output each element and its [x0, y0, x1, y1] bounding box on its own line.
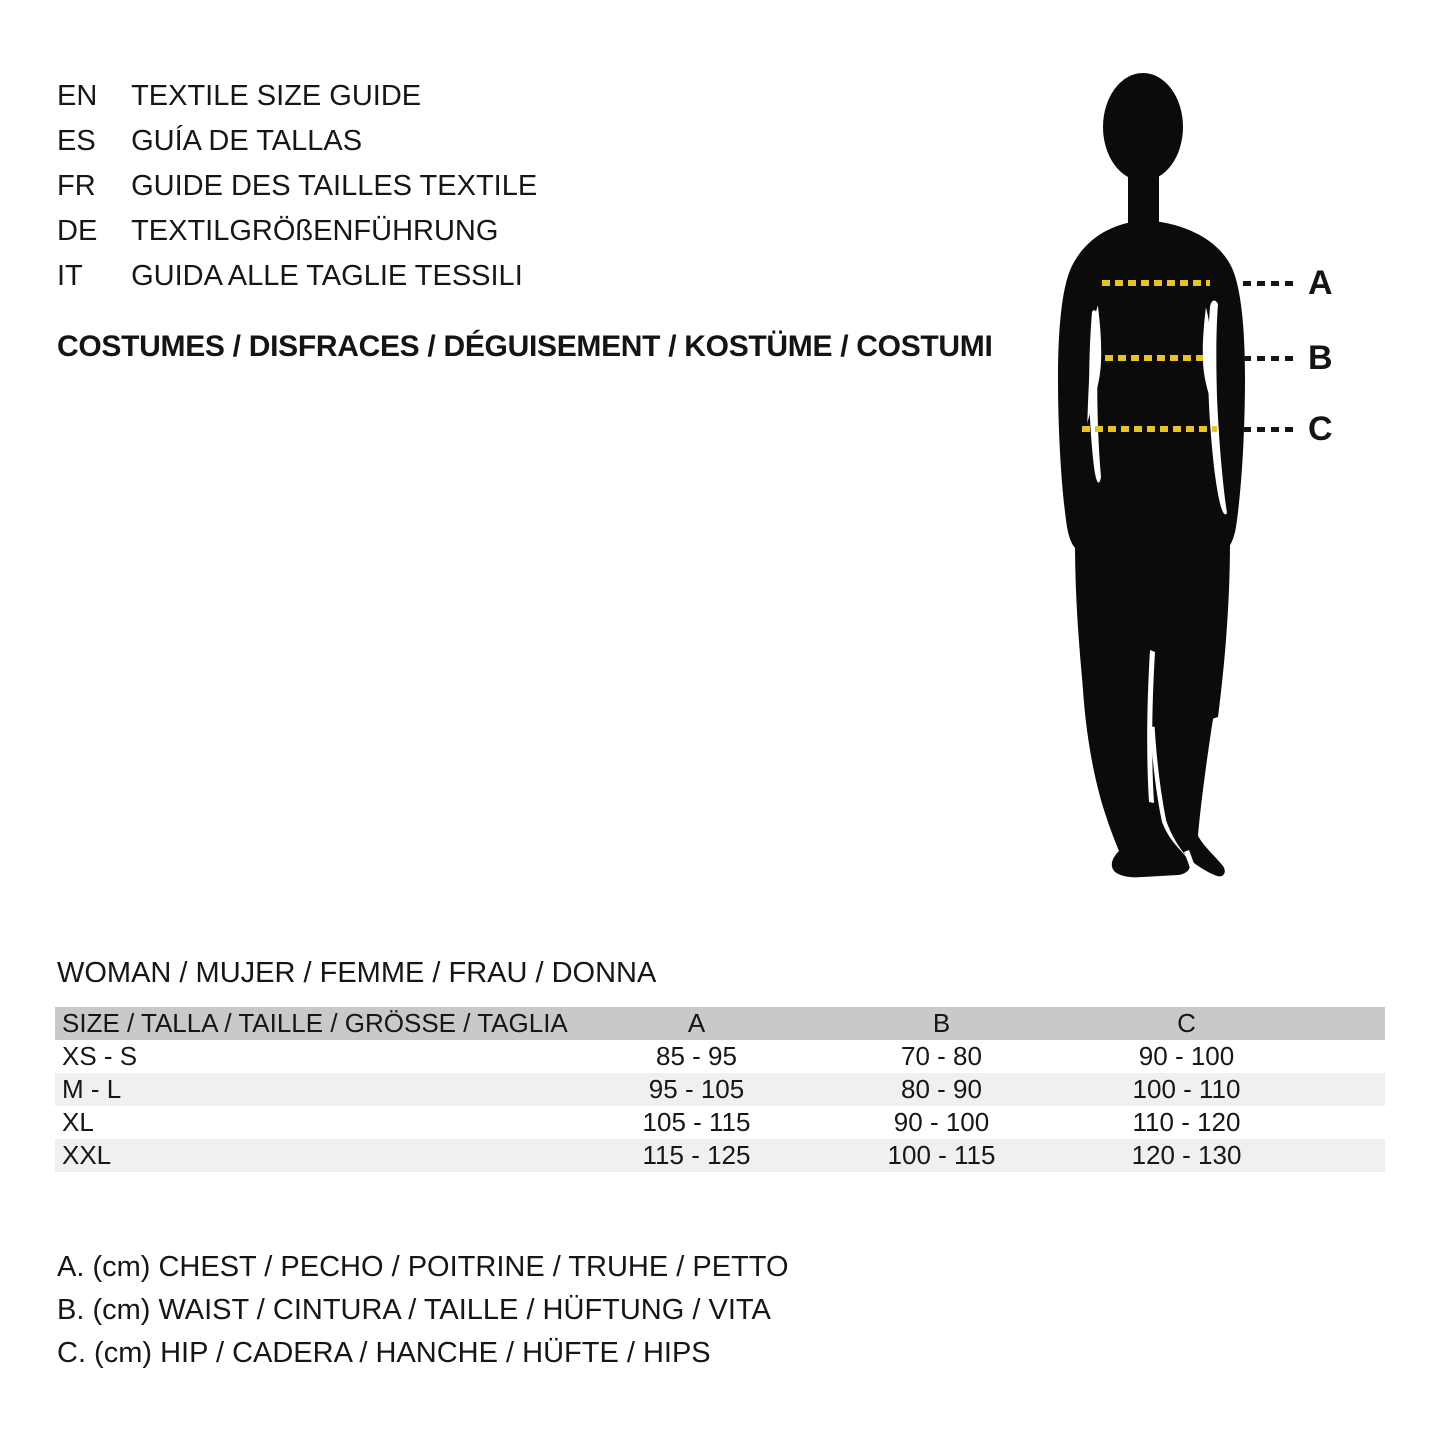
guide-title: TEXTILE SIZE GUIDE: [131, 80, 422, 112]
table-row: [55, 1106, 1385, 1139]
hip-cell: 100 - 110: [1132, 1074, 1241, 1104]
chest-cell: 115 - 125: [642, 1140, 751, 1170]
chest-cell: 105 - 115: [642, 1107, 751, 1137]
hip-measure-line-yellow: [1082, 426, 1217, 432]
guide-title: GUIDA ALLE TAGLIE TESSILI: [131, 260, 523, 292]
guide-title: GUIDE DES TAILLES TEXTILE: [131, 170, 538, 202]
waist-cell: 80 - 90: [901, 1074, 982, 1104]
language-row: [57, 119, 537, 164]
hip-cell: 120 - 130: [1131, 1140, 1242, 1170]
legend-hip: C. (cm) HIP / CADERA / HANCHE / HÜFTE / HIPS: [57, 1337, 711, 1369]
measure-label-c: C: [1308, 410, 1333, 448]
header-column-a: A: [687, 1008, 706, 1038]
chest-measure-line-yellow: [1102, 280, 1210, 286]
size-cell: M - L: [62, 1074, 122, 1104]
guide-title: GUÍA DE TALLAS: [131, 125, 363, 157]
language-code: FR: [57, 170, 96, 202]
chest-cell: 95 - 105: [648, 1074, 745, 1104]
size-table: [55, 1007, 1385, 1172]
language-row: [57, 164, 537, 209]
measurement-legend: [57, 1246, 789, 1375]
measure-label-b: B: [1308, 339, 1333, 377]
language-row: [57, 254, 537, 299]
table-row: [55, 1139, 1385, 1172]
guide-title: TEXTILGRÖßENFÜHRUNG: [131, 215, 499, 247]
waist-measure-line-yellow: [1105, 355, 1203, 361]
waist-cell: 70 - 80: [901, 1041, 982, 1071]
size-cell: XS - S: [62, 1041, 138, 1071]
table-row: [55, 1040, 1385, 1073]
language-code: ES: [57, 125, 96, 157]
chest-cell: 85 - 95: [656, 1041, 737, 1071]
legend-chest: A. (cm) CHEST / PECHO / POITRINE / TRUHE / PETTO: [57, 1251, 789, 1283]
woman-silhouette-image: [1052, 72, 1252, 882]
hip-measure-line-black: [1243, 427, 1293, 432]
size-cell: XXL: [62, 1140, 112, 1170]
header-size-label: SIZE / TALLA / TAILLE / GRÖSSE / TAGLIA: [62, 1008, 568, 1038]
table-header-row: [55, 1007, 1385, 1040]
table-title: WOMAN / MUJER / FEMME / FRAU / DONNA: [57, 957, 657, 989]
header-column-c: C: [1177, 1008, 1196, 1038]
waist-cell: 90 - 100: [893, 1107, 990, 1137]
language-code: EN: [57, 80, 98, 112]
measure-label-a: A: [1308, 264, 1333, 302]
language-title-list: [57, 74, 537, 299]
chest-measure-line-black: [1243, 281, 1293, 286]
waist-cell: 100 - 115: [887, 1140, 996, 1170]
legend-waist: B. (cm) WAIST / CINTURA / TAILLE / HÜFTUNG / VITA: [57, 1294, 771, 1326]
hip-cell: 110 - 120: [1132, 1107, 1241, 1137]
size-cell: XL: [62, 1107, 94, 1137]
waist-measure-line-black: [1243, 356, 1293, 361]
hip-cell: 90 - 100: [1138, 1041, 1235, 1071]
table-row: [55, 1073, 1385, 1106]
language-row: [57, 74, 537, 119]
language-code: IT: [57, 260, 83, 292]
language-row: [57, 209, 537, 254]
header-column-b: B: [932, 1008, 951, 1038]
category-title: COSTUMES / DISFRACES / DÉGUISEMENT / KOSTÜME / COSTUMI: [57, 330, 993, 363]
language-code: DE: [57, 215, 98, 247]
